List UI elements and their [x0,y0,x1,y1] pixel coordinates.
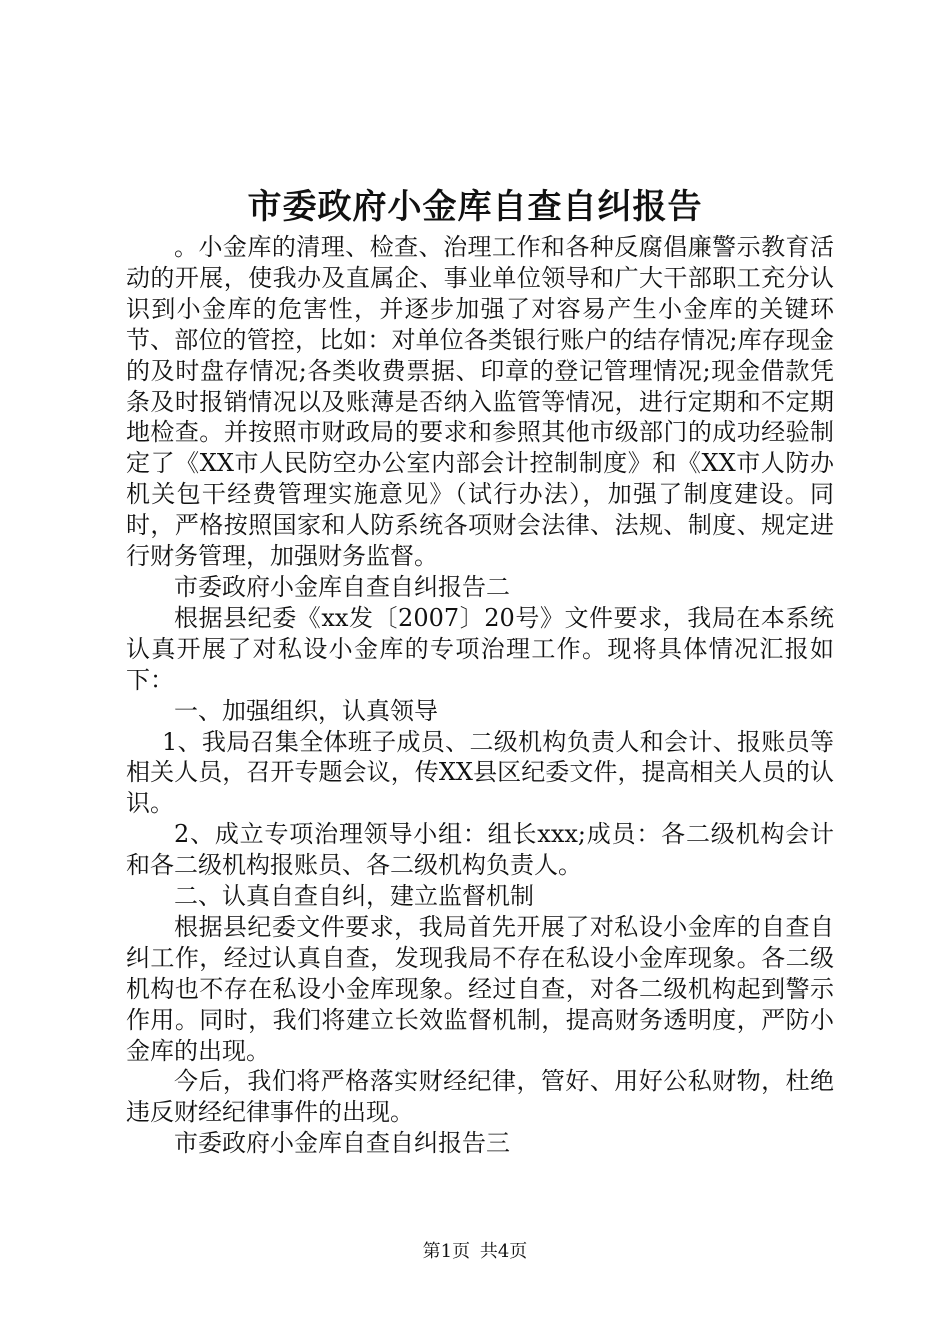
paragraph: 1、我局召集全体班子成员、二级机构负责人和会计、报账员等相关人员，召开专题会议，传XX县区纪委文件，提高相关人员的认识。 [126,727,834,818]
section-heading: 一、加强组织，认真领导 [174,696,438,725]
paragraph: 2、成立专项治理领导小组：组长xxx;成员：各二级机构会计和各二级机构报账员、各二级机构负责人。 [126,820,834,880]
paragraph: 。小金库的清理、检查、治理工作和各种反腐倡廉警示教育活动的开展，使我办及直属企、事业单位领导和广大干部职工充分认识到小金库的危害性，并逐步加强了对容易产生小金库的关键环节、部位的管控，比如：对单位各类银行账户的结存情况;库存现金的及时盘存情况;各类收费票据、印章的登记管理情况;现金借款凭条及时报销情况以及账薄是否纳入监管等情况，进行定期和不定期地检查。并按照市财政局的要求和参照其他市级部门的成功经验制定了《XX市人民防空办公室内部会计控制制度》和《XX市人防办机关包干经费管理实施意见》（试行办法），加强了制度建设。同时，严格按照国家和人防系统各项财会法律、法规、制度、规定进行财务管理，加强财务监督。 [126,233,834,571]
paragraph: 根据县纪委《xx发〔2007〕20号》文件要求，我局在本系统认真开展了对私设小金库的专项治理工作。现将具体情况汇报如下： [126,603,834,694]
paragraph: 今后，我们将严格落实财经纪律，管好、用好公私财物，杜绝违反财经纪律事件的出现。 [126,1067,834,1127]
section-heading: 市委政府小金库自查自纠报告三 [174,1129,510,1158]
paragraph: 根据县纪委文件要求，我局首先开展了对私设小金库的自查自纠工作，经过认真自查，发现我局不存在私设小金库现象。各二级机构也不存在私设小金库现象。经过自查，对各二级机构起到警示作用。同时，我们将建立长效监督机制，提高财务透明度，严防小金库的出现。 [126,912,834,1065]
document-body [126,232,834,1159]
section-heading: 市委政府小金库自查自纠报告二 [174,572,510,601]
document-title: 市委政府小金库自查自纠报告 [247,187,703,227]
section-heading: 二、认真自查自纠，建立监督机制 [174,882,534,911]
page-number: 第1页 [422,1241,471,1262]
page-footer [0,1240,950,1264]
page-total: 共4页 [479,1241,528,1262]
